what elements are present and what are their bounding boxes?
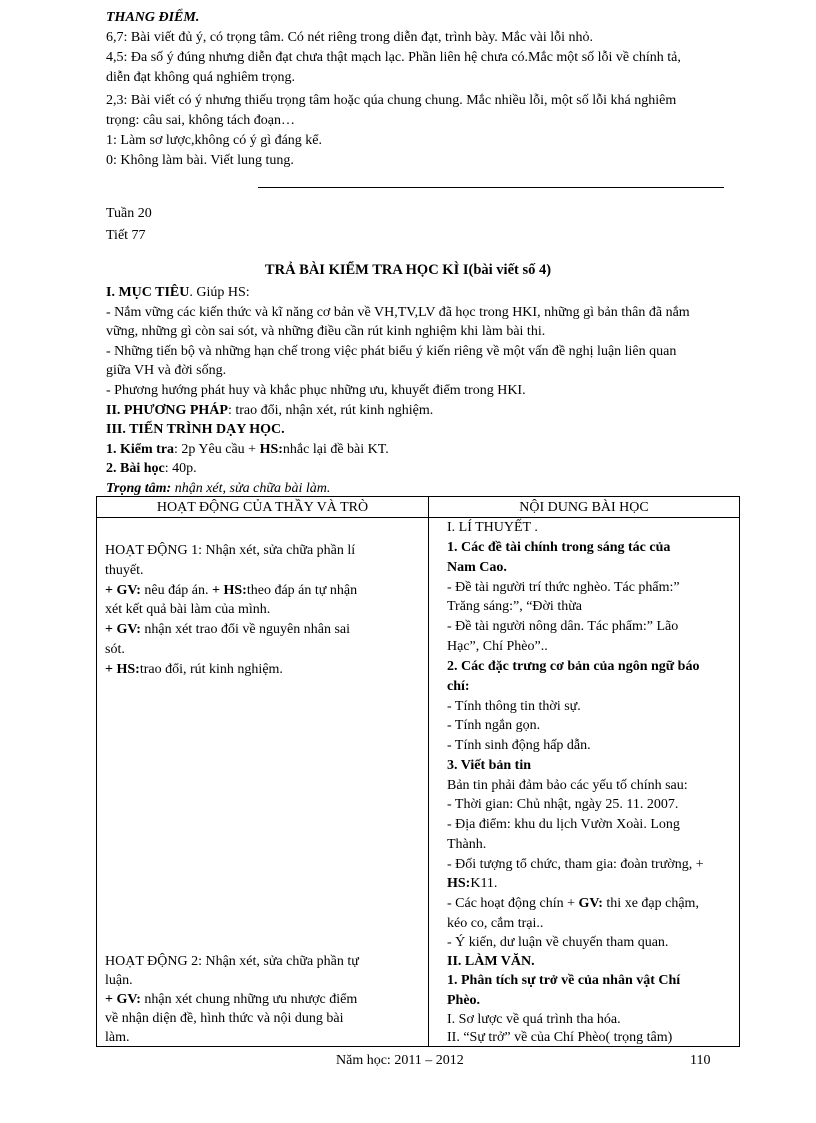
activity-text: theo đáp án tự nhận xyxy=(246,583,358,598)
content-line: 3. Viết bản tin xyxy=(447,758,532,773)
content-line: 1. Các đề tài chính trong sáng tác của xyxy=(447,540,671,555)
activity-1-line xyxy=(105,621,350,639)
content-line: chí: xyxy=(447,679,470,694)
activity-text: nêu đáp án. xyxy=(140,583,213,598)
period-label: Tiết 77 xyxy=(106,228,146,243)
method-label: II. PHƯƠNG PHÁP xyxy=(106,402,228,418)
lesson-title: TRẢ BÀI KIỂM TRA HỌC KÌ I(bài viết số 4) xyxy=(264,262,552,278)
activity-2-line: HOẠT ĐỘNG 2: Nhận xét, sửa chữa phần tự xyxy=(105,954,359,969)
footer-year: Năm học: 2011 – 2012 xyxy=(336,1053,464,1068)
content-line: Bản tin phải đảm bảo các yếu tố chính sau: xyxy=(447,778,688,793)
grading-heading: THANG ĐIỂM. xyxy=(106,10,200,25)
activity-2-line xyxy=(105,991,357,1009)
content-line: 2. Các đặc trưng cơ bản của ngôn ngữ báo xyxy=(447,659,700,674)
content-line: Nam Cao. xyxy=(447,560,507,575)
objectives-rest: . Giúp HS: xyxy=(189,285,250,300)
activity-text: trao đổi, rút kinh nghiệm. xyxy=(139,662,283,677)
check-mid: : 2p Yêu cầu + xyxy=(174,441,260,457)
activity-2-line: làm. xyxy=(105,1030,130,1045)
content-line: - Tính ngắn gọn. xyxy=(447,718,541,733)
hs-label: + HS: xyxy=(212,583,247,598)
gv-label: + GV: xyxy=(105,622,141,637)
grading-line: 0: Không làm bài. Viết lung tung. xyxy=(106,153,294,168)
col2-header: NỘI DUNG BÀI HỌC xyxy=(519,500,649,515)
activity-text: nhận xét trao đổi về nguyên nhân sai xyxy=(140,622,351,637)
activity-1-line xyxy=(105,582,357,600)
lesson-line xyxy=(106,459,778,479)
content-line xyxy=(447,875,497,893)
content-text: K11. xyxy=(470,876,498,891)
focus-label: Trọng tâm: xyxy=(106,480,172,496)
column-divider xyxy=(428,497,429,1046)
objective-line: - Những tiến bộ và những hạn chế trong việc phát biểu ý kiến riêng về một vấn đề nghị luận liên quan xyxy=(106,343,677,359)
content-line: - Đề tài người nông dân. Tác phẩm:” Lão xyxy=(447,619,679,634)
objectives-label: I. MỤC TIÊU xyxy=(106,285,190,300)
content-line: - Đề tài người trí thức nghèo. Tác phẩm:” xyxy=(447,580,680,595)
page-number: 110 xyxy=(690,1053,711,1068)
grading-line: trọng: câu sai, không tách đoạn… xyxy=(106,113,295,128)
process-heading: III. TIẾN TRÌNH DẠY HỌC. xyxy=(106,422,285,438)
grading-line: 2,3: Bài viết có ý nhưng thiếu trọng tâm hoặc qúa chung chung. Mắc nhiều lỗi, một số lỗi khá nghiêm xyxy=(106,93,677,108)
content-line: Thành. xyxy=(447,837,487,852)
check-hs: HS: xyxy=(259,441,283,457)
content-line: - Tính sinh động hấp dẫn. xyxy=(447,738,591,753)
activity-1-line xyxy=(105,661,283,679)
activity-2-line: về nhận diện đề, hình thức và nội dung bài xyxy=(105,1011,344,1026)
content-text: thi xe đạp chậm, xyxy=(602,896,699,911)
week-label: Tuần 20 xyxy=(106,206,152,221)
grading-line: 4,5: Đa số ý đúng nhưng diễn đạt chưa thật mạch lạc. Phần liên hệ chưa có.Mắc một số lỗi về chính tả, xyxy=(106,50,681,65)
check-label: 1. Kiểm tra xyxy=(106,441,175,457)
content-line: - Ý kiến, dư luận về chuyến tham quan. xyxy=(447,935,669,950)
lesson-label: 2. Bài học xyxy=(106,461,165,477)
lesson-meta xyxy=(106,203,152,247)
method-rest: : trao đổi, nhận xét, rút kinh nghiệm. xyxy=(227,402,434,418)
content-line: Hạc”, Chí Phèo”.. xyxy=(447,639,548,654)
content-line: I. Sơ lược về quá trình tha hóa. xyxy=(447,1012,621,1027)
hs-label: + HS: xyxy=(105,662,140,677)
content-line: - Tính thông tin thời sự. xyxy=(447,699,581,714)
separator-rule xyxy=(258,187,724,188)
content-line: Trăng sáng:”, “Đời thừa xyxy=(447,599,583,614)
objective-line: - Nắm vững các kiến thức và kĩ năng cơ bản về VH,TV,LV đã học trong HKI, những gì bản thân đã nắm xyxy=(106,304,690,320)
gv-label: + GV: xyxy=(105,992,141,1007)
activity-1-line: sót. xyxy=(105,642,125,657)
activity-2-line: luận. xyxy=(105,973,133,988)
gv-label: + GV: xyxy=(105,583,141,598)
grading-section xyxy=(106,8,776,171)
activity-1-line: HOẠT ĐỘNG 1: Nhận xét, sửa chữa phần lí xyxy=(105,543,356,558)
content-line: - Đối tượng tổ chức, tham gia: đoàn trường, + xyxy=(447,857,704,872)
check-line xyxy=(106,440,778,460)
lesson-rest: : 40p. xyxy=(164,461,197,477)
content-line: 1. Phân tích sự trở về của nhân vật Chí xyxy=(447,973,681,988)
objective-line: giữa VH và đời sống. xyxy=(106,363,227,379)
objective-line: vững, những gì còn sai sót, và những điều cần rút kinh nghiệm khi làm bài thi. xyxy=(106,324,546,340)
lesson-table xyxy=(96,496,740,1047)
focus-rest: nhận xét, sửa chữa bài làm. xyxy=(171,480,331,496)
grading-line: 6,7: Bài viết đủ ý, có trọng tâm. Có nét riêng trong diễn đạt, trình bày. Mắc vài lỗi nhỏ. xyxy=(106,30,594,45)
intro-section xyxy=(106,283,778,499)
content-line xyxy=(447,895,699,913)
grading-line: 1: Làm sơ lược,không có ý gì đáng kể. xyxy=(106,133,323,148)
content-line: II. “Sự trở” về của Chí Phèo( trọng tâm) xyxy=(447,1030,673,1045)
col1-header: HOẠT ĐỘNG CỦA THẦY VÀ TRÒ xyxy=(156,500,369,515)
objectives-heading xyxy=(106,283,778,303)
method-line xyxy=(106,401,778,421)
content-line: I. LÍ THUYẾT . xyxy=(447,520,538,535)
check-rest: nhắc lại đề bài KT. xyxy=(282,441,389,457)
gv-label: GV: xyxy=(578,896,603,911)
activity-1-line: xét kết quả bài làm của mình. xyxy=(105,602,271,617)
content-text: - Các hoạt động chín + xyxy=(447,896,579,911)
content-line: Phèo. xyxy=(447,993,481,1008)
content-line: II. LÀM VĂN. xyxy=(447,954,535,969)
content-line: - Địa điểm: khu du lịch Vườn Xoài. Long xyxy=(447,817,680,832)
hs-label: HS: xyxy=(447,876,471,891)
activity-1-line: thuyết. xyxy=(105,563,144,578)
objective-line: - Phương hướng phát huy và khắc phục những ưu, khuyết điểm trong HKI. xyxy=(106,382,526,398)
content-line: - Thời gian: Chủ nhật, ngày 25. 11. 2007. xyxy=(447,797,679,812)
content-line: kéo co, cắm trại.. xyxy=(447,916,544,931)
activity-text: nhận xét chung những ưu nhược điểm xyxy=(140,992,358,1007)
header-divider xyxy=(97,517,739,518)
grading-line: diễn đạt không quá nghiêm trọng. xyxy=(106,70,295,85)
